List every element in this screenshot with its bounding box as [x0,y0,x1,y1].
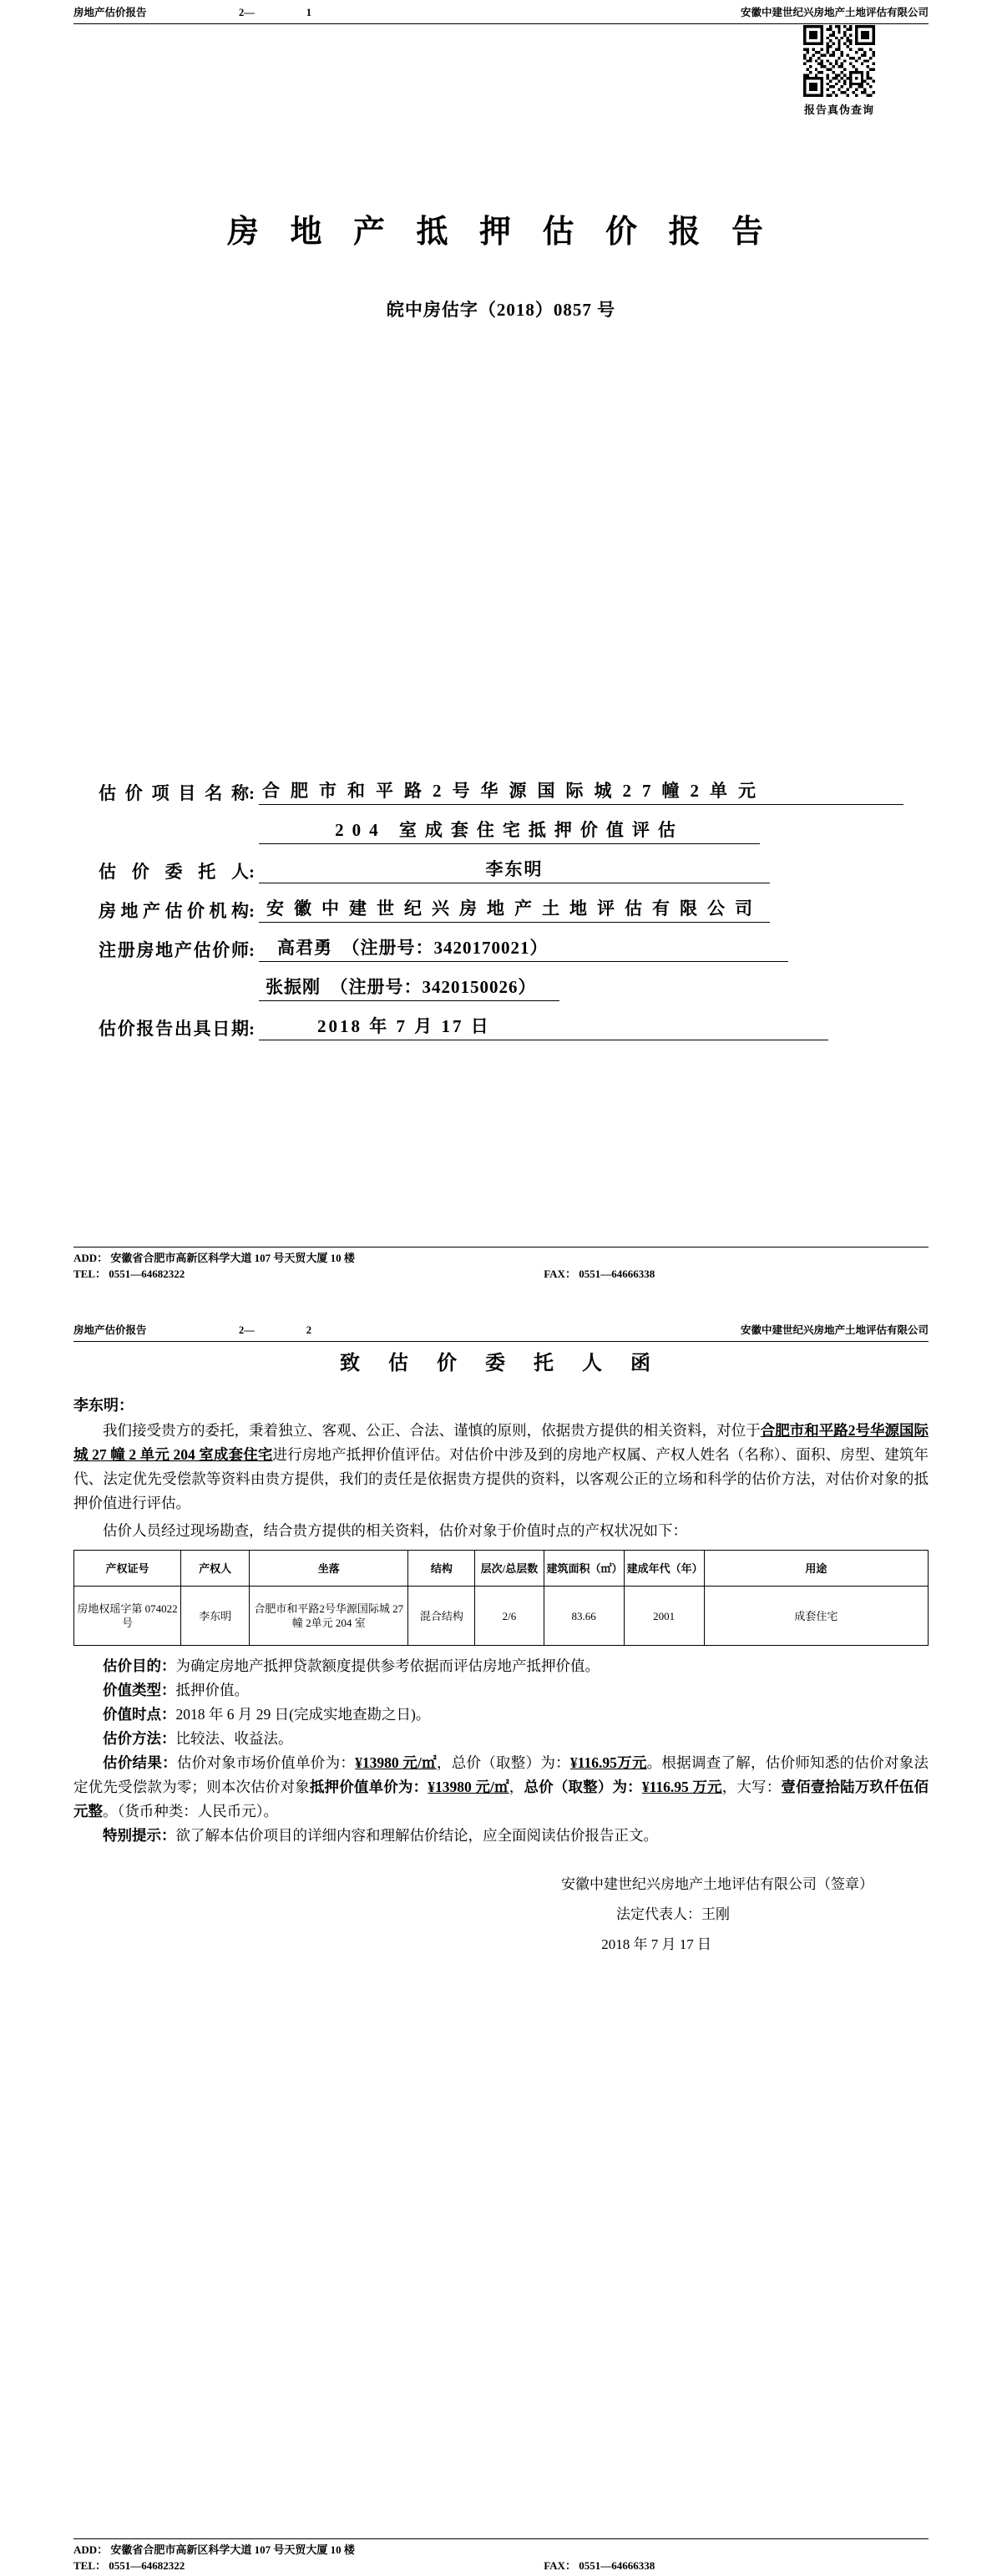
result-total-price-2: ¥116.95 万元 [641,1779,722,1795]
item-method [73,1727,929,1751]
footer-fax: FAX： 0551—64666338 [544,1268,655,1280]
document-number: 皖中房估字（2018）0857 号 [386,300,616,320]
field-client-value: 李东明 [259,858,770,883]
cell-floor: 2/6 [475,1587,544,1646]
header-company-name: 安徽中建世纪兴房地产土地评估有限公司 [740,1324,929,1336]
item-value-date-label: 价值时点： [103,1706,176,1723]
header-pagination [239,1324,311,1337]
item-notice-label: 特别提示： [103,1827,176,1844]
qr-caption: 报告真伪查询 [803,104,874,116]
footer-contact-line [73,2558,929,2573]
signature-block [73,1870,929,1960]
field-agency-label: 房地产估价机构 [99,901,249,921]
field-colon: : [249,940,255,960]
field-date-value: 2018 年 7 月 17 日 [259,1015,828,1040]
qr-verification-block [803,25,875,117]
col-header-structure: 结构 [408,1551,475,1587]
paragraph-commission [73,1419,929,1516]
signature-legal-rep: 法定代表人：王刚 [616,1906,730,1922]
item-value-date [73,1703,929,1727]
cell-area: 83.66 [544,1587,624,1646]
field-project-label: 估 价 项 目 名 称 [99,783,249,803]
item-value-date-text: 2018 年 6 月 29 日(完成实地查勘之日)。 [175,1706,431,1723]
field-date-label: 估价报告出具日期 [99,1019,249,1039]
field-appraiser-label: 注册房地产估价师 [99,940,249,960]
signature-date: 2018 年 7 月 17 日 [601,1936,711,1952]
field-agency [99,897,903,923]
col-header-owner: 产权人 [181,1551,250,1587]
cell-structure: 混合结构 [408,1587,475,1646]
col-header-area: 建筑面积（㎡） [544,1551,624,1587]
page-footer [73,2538,929,2573]
item-value-type-text: 抵押价值。 [175,1682,249,1698]
header-doc-type: 房地产估价报告 [73,7,147,18]
header-company-name: 安徽中建世纪兴房地产土地评估有限公司 [740,7,929,18]
ownership-table [73,1550,929,1646]
cover-fields [73,779,929,1040]
footer-tel: TEL： 0551—64682322 [73,2559,185,2572]
item-purpose-text: 为确定房地产抵押贷款额度提供参考依据而评估房地产抵押价值。 [175,1657,600,1674]
result-total-price-1: ¥116.95万元 [569,1754,647,1771]
header-page-prefix: 2— [239,1324,255,1336]
para1-pre: 我们接受贵方的委托，秉着独立、客观、公正、合法、谨慎的原则，依据贵方提供的相关资料，对位于 [103,1422,761,1439]
letter-body [0,1346,1002,1960]
page-header [73,1322,929,1342]
item-purpose [73,1654,929,1678]
item-result-label: 估价结果： [103,1754,177,1771]
header-doc-type: 房地产估价报告 [73,1324,147,1336]
footer-contact-line [73,1267,929,1281]
footer-address: ADD： 安徽省合肥市高新区科学大道 107 号天贸大厦 10 楼 [73,2543,355,2556]
col-header-floor: 层次/总层数 [475,1551,544,1587]
item-notice [73,1824,929,1848]
header-page-number: 2 [306,1324,311,1336]
field-colon: : [249,862,255,882]
field-project-value-line1: 合肥市和平路2号华源国际城27幢2单元 [259,779,903,805]
footer-fax: FAX： 0551—64666338 [544,2559,655,2572]
col-header-location: 坐落 [250,1551,408,1587]
col-header-year-built: 建成年代（年） [624,1551,704,1587]
result-seg3: 。根据调查了解，估价师知悉的估价对象法定优先受偿款为零；则本次估价对象 [73,1754,929,1795]
item-method-label: 估价方法： [103,1730,176,1747]
field-appraiser [99,936,903,962]
col-header-use: 用途 [704,1551,928,1587]
result-seg5b: 总价（取整）为： [524,1779,642,1795]
result-unit-price-2: ¥13980 元/㎡ [428,1779,509,1795]
table-row [74,1587,929,1646]
item-value-type [73,1678,929,1703]
field-appraiser-value-2: 张振刚 （注册号：3420150026） [259,975,559,1001]
cell-location: 合肥市和平路2号华源国际城 27 幢 2单元 204 室 [250,1587,408,1646]
para1-property-emphasis: 合肥市和平路2号华源国际城 27 幢 2 单元 204 室成套住宅 [73,1422,929,1463]
result-seg5: ， [509,1779,524,1795]
field-issue-date [99,1015,903,1040]
header-page-number: 1 [306,7,311,18]
signature-company: 安徽中建世纪兴房地产土地评估有限公司（签章） [561,1876,873,1892]
salutation: 李东明： [73,1397,134,1414]
page-header [73,4,929,24]
page-footer [73,1247,929,1281]
item-value-type-label: 价值类型： [103,1682,176,1698]
header-pagination [239,7,311,19]
item-notice-text: 欲了解本估价项目的详细内容和理解估价结论，应全面阅读估价报告正文。 [175,1827,658,1844]
footer-tel: TEL： 0551—64682322 [73,1268,185,1280]
result-seg4: 抵押价值单价为： [309,1779,428,1795]
field-project-name [99,779,903,805]
item-method-text: 比较法、收益法。 [175,1730,293,1747]
result-amount-in-words: 壹佰壹拾陆万玖仟伍佰元整 [73,1779,929,1819]
field-client [99,858,903,883]
cell-year-built: 2001 [624,1587,704,1646]
qr-code-icon [803,25,875,97]
field-appraiser-cont [259,975,903,1001]
field-appraiser-value-1: 高君勇 （注册号：3420170021） [259,936,788,962]
field-colon: : [249,783,255,803]
report-title: 房 地 产 抵 押 估 价 报 告 [226,215,775,250]
letter-title: 致 估 价 委 托 人 函 [340,1353,662,1374]
field-colon: : [249,1019,255,1039]
result-seg6: ，大写： [721,1779,782,1795]
table-header-row [74,1551,929,1587]
paragraph-survey: 估价人员经过现场勘查，结合贵方提供的相关资料，估价对象于价值时点的产权状况如下： [103,1522,687,1539]
footer-address: ADD： 安徽省合肥市高新区科学大道 107 号天贸大厦 10 楼 [73,1252,355,1264]
result-seg2: ，总价（取整）为： [436,1754,570,1771]
letter-to-client-page [0,1318,1002,2576]
item-result [73,1751,929,1824]
cell-use: 成套住宅 [704,1587,928,1646]
item-purpose-label: 估价目的： [103,1657,176,1674]
result-unit-price-1: ¥13980 元/㎡ [355,1754,437,1771]
field-agency-value: 安徽中建世纪兴房地产土地评估有限公司 [259,897,770,923]
appraisal-summary-items [73,1654,929,1848]
field-project-name-cont [259,818,903,844]
cell-owner: 李东明 [181,1587,250,1646]
cell-certificate-no: 房地权瑶字第 074022号 [74,1587,181,1646]
field-project-value-line2: 204 室成套住宅抵押价值评估 [259,818,760,844]
result-seg1: 估价对象市场价值单价为： [176,1754,356,1771]
header-page-prefix: 2— [239,7,255,18]
para1-post: 进行房地产抵押价值评估。对估价中涉及到的房地产权属、产权人姓名（名称）、面积、房型、建筑年代、法定优先受偿款等资料由贵方提供，我们的责任是依据贵方提供的资料，以客观公正的立场和科学的估价方法，对估价对象的抵押价值进行评估。 [73,1446,929,1511]
field-client-label: 估 价 委 托 人 [99,862,249,882]
result-seg7: 。（货币种类：人民币元）。 [103,1803,278,1819]
col-header-certificate-no: 产权证号 [74,1551,181,1587]
field-colon: : [249,901,255,921]
cover-body [0,205,1002,1040]
